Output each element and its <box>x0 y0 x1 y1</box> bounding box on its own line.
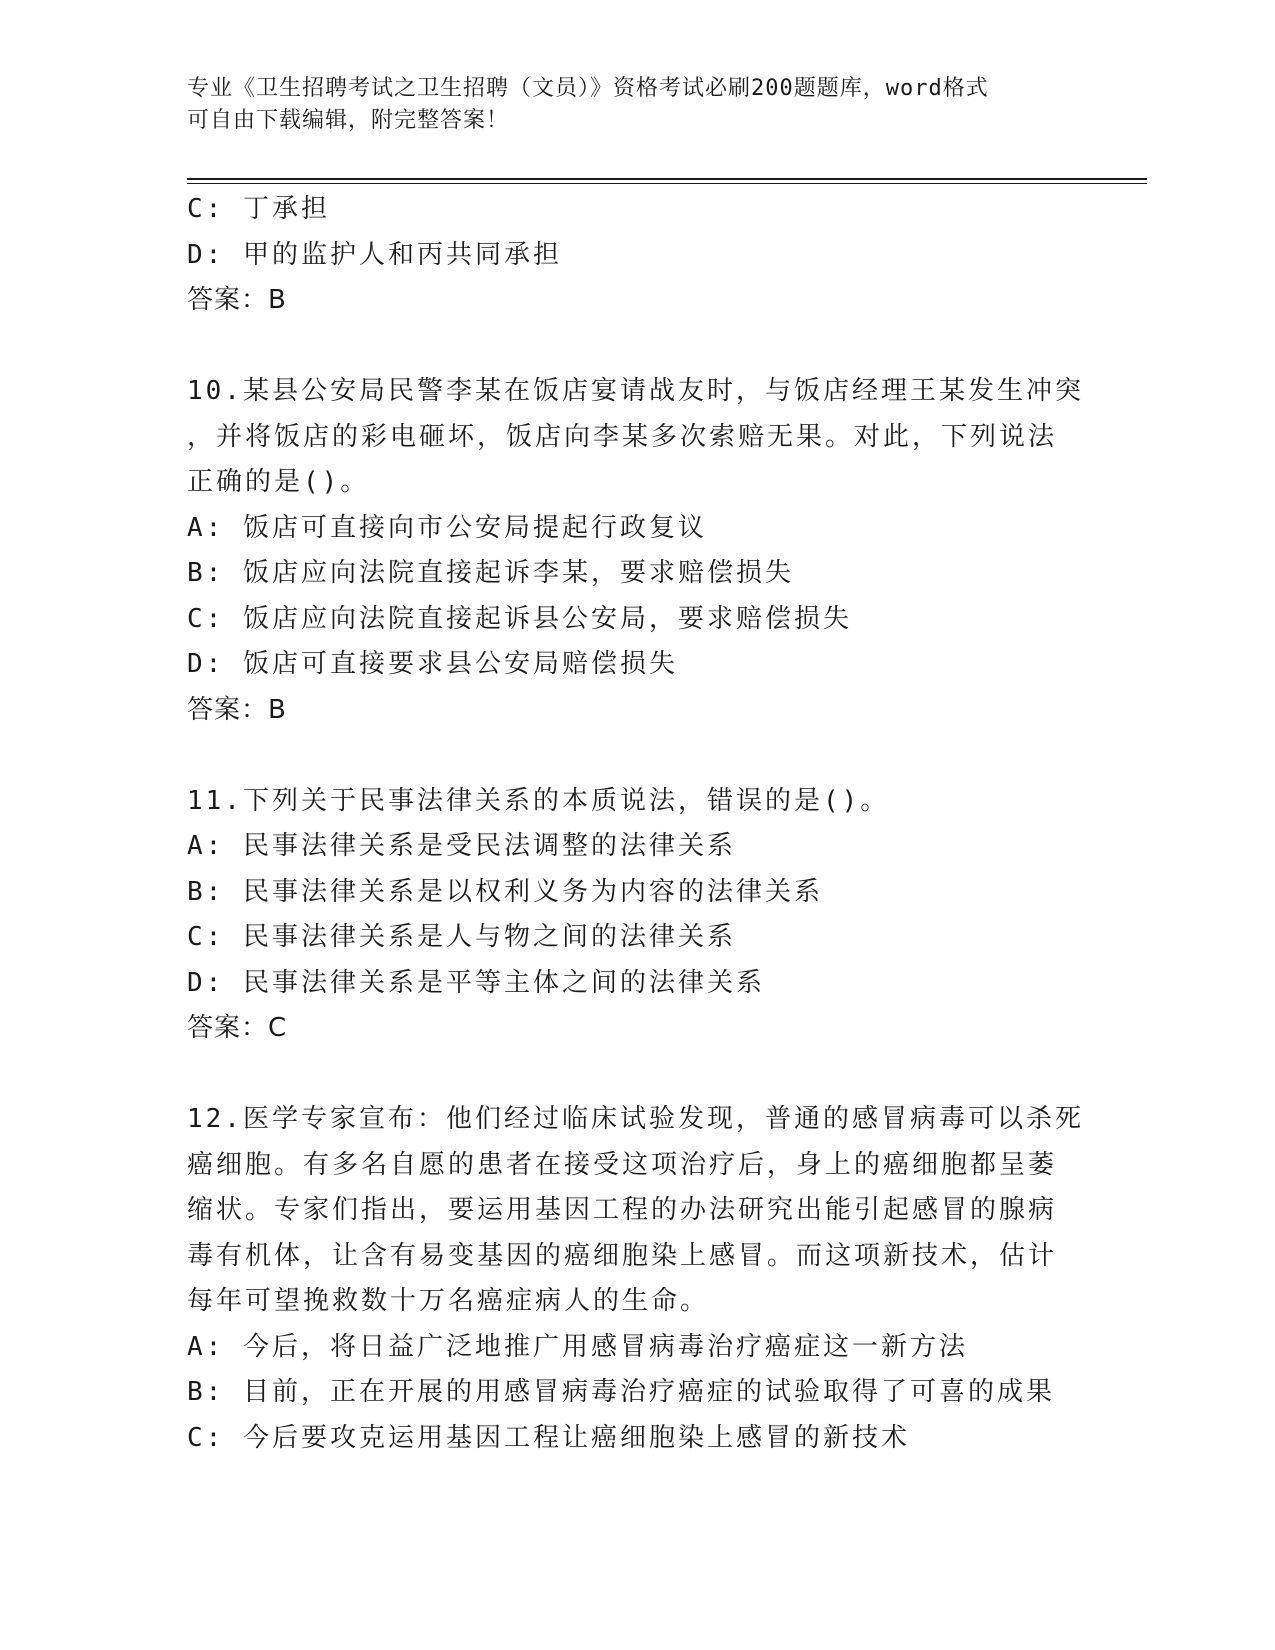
question-spacer <box>187 733 1067 779</box>
question-spacer <box>187 324 1067 370</box>
option-d: D: 甲的监护人和丙共同承担 <box>187 239 562 270</box>
question-stem-line: 10.某县公安局民警李某在饭店宴请战友时，与饭店经理王某发生冲突 <box>187 376 1084 406</box>
question-stem-line: 11.下列关于民事法律关系的本质说法，错误的是()。 <box>187 785 890 816</box>
question-stem-line: 每年可望挽救数十万名癌症病人的生命。 <box>187 1286 710 1316</box>
question-stem-line: 缩状。专家们指出，要运用基因工程的办法研究出能引起感冒的腺病 <box>187 1195 1058 1225</box>
option-a: A: 今后，将日益广泛地推广用感冒病毒治疗癌症这一新方法 <box>187 1331 968 1362</box>
option-c: C: 民事法律关系是人与物之间的法律关系 <box>187 922 736 952</box>
question-stem-line: 癌细胞。有多名自愿的患者在接受这项治疗后，身上的癌细胞都呈萎 <box>187 1149 1058 1180</box>
question-10 <box>187 369 1084 733</box>
option-c: C: 饭店应向法院直接起诉县公安局，要求赔偿损失 <box>187 603 852 634</box>
question-block-continued <box>187 187 1067 324</box>
option-a: A: 民事法律关系是受民法调整的法律关系 <box>187 831 736 861</box>
question-12 <box>187 1097 1084 1461</box>
option-d: D: 民事法律关系是平等主体之间的法律关系 <box>187 967 765 998</box>
option-b: B: 民事法律关系是以权利义务为内容的法律关系 <box>187 876 823 907</box>
option-c: C: 今后要攻克运用基因工程让癌细胞染上感冒的新技术 <box>187 1422 910 1453</box>
option-d: D: 饭店可直接要求县公安局赔偿损失 <box>187 649 678 679</box>
option-b: B: 目前，正在开展的用感冒病毒治疗癌症的试验取得了可喜的成果 <box>187 1377 1055 1407</box>
document-header <box>187 73 1067 137</box>
question-stem-line: 12.医学专家宣布：他们经过临床试验发现，普通的感冒病毒可以杀死 <box>187 1104 1084 1134</box>
option-c: C: 丁承担 <box>187 194 330 224</box>
option-b: B: 饭店应向法院直接起诉李某，要求赔偿损失 <box>187 558 794 588</box>
question-spacer <box>187 1052 1067 1098</box>
question-stem-line: 毒有机体，让含有易变基因的癌细胞染上感冒。而这项新技术，估计 <box>187 1240 1058 1271</box>
question-stem-line: ，并将饭店的彩电砸坏，饭店向李某多次索赔无果。对此，下列说法 <box>187 421 1058 452</box>
answer-line: 答案：B <box>187 694 287 725</box>
header-divider-thick <box>187 178 1147 180</box>
answer-line: 答案：B <box>187 285 287 315</box>
header-title-line-2: 可自由下载编辑，附完整答案！ <box>187 108 510 133</box>
header-divider-thin <box>187 183 1147 184</box>
question-list <box>187 187 1084 1461</box>
option-a: A: 饭店可直接向市公安局提起行政复议 <box>187 512 707 543</box>
answer-line: 答案：C <box>187 1013 288 1043</box>
question-11 <box>187 779 1067 1052</box>
question-stem-line: 正确的是()。 <box>187 467 370 497</box>
header-title-line-1: 专业《卫生招聘考试之卫生招聘（文员）》资格考试必刷200题题库，word格式 <box>187 76 989 101</box>
